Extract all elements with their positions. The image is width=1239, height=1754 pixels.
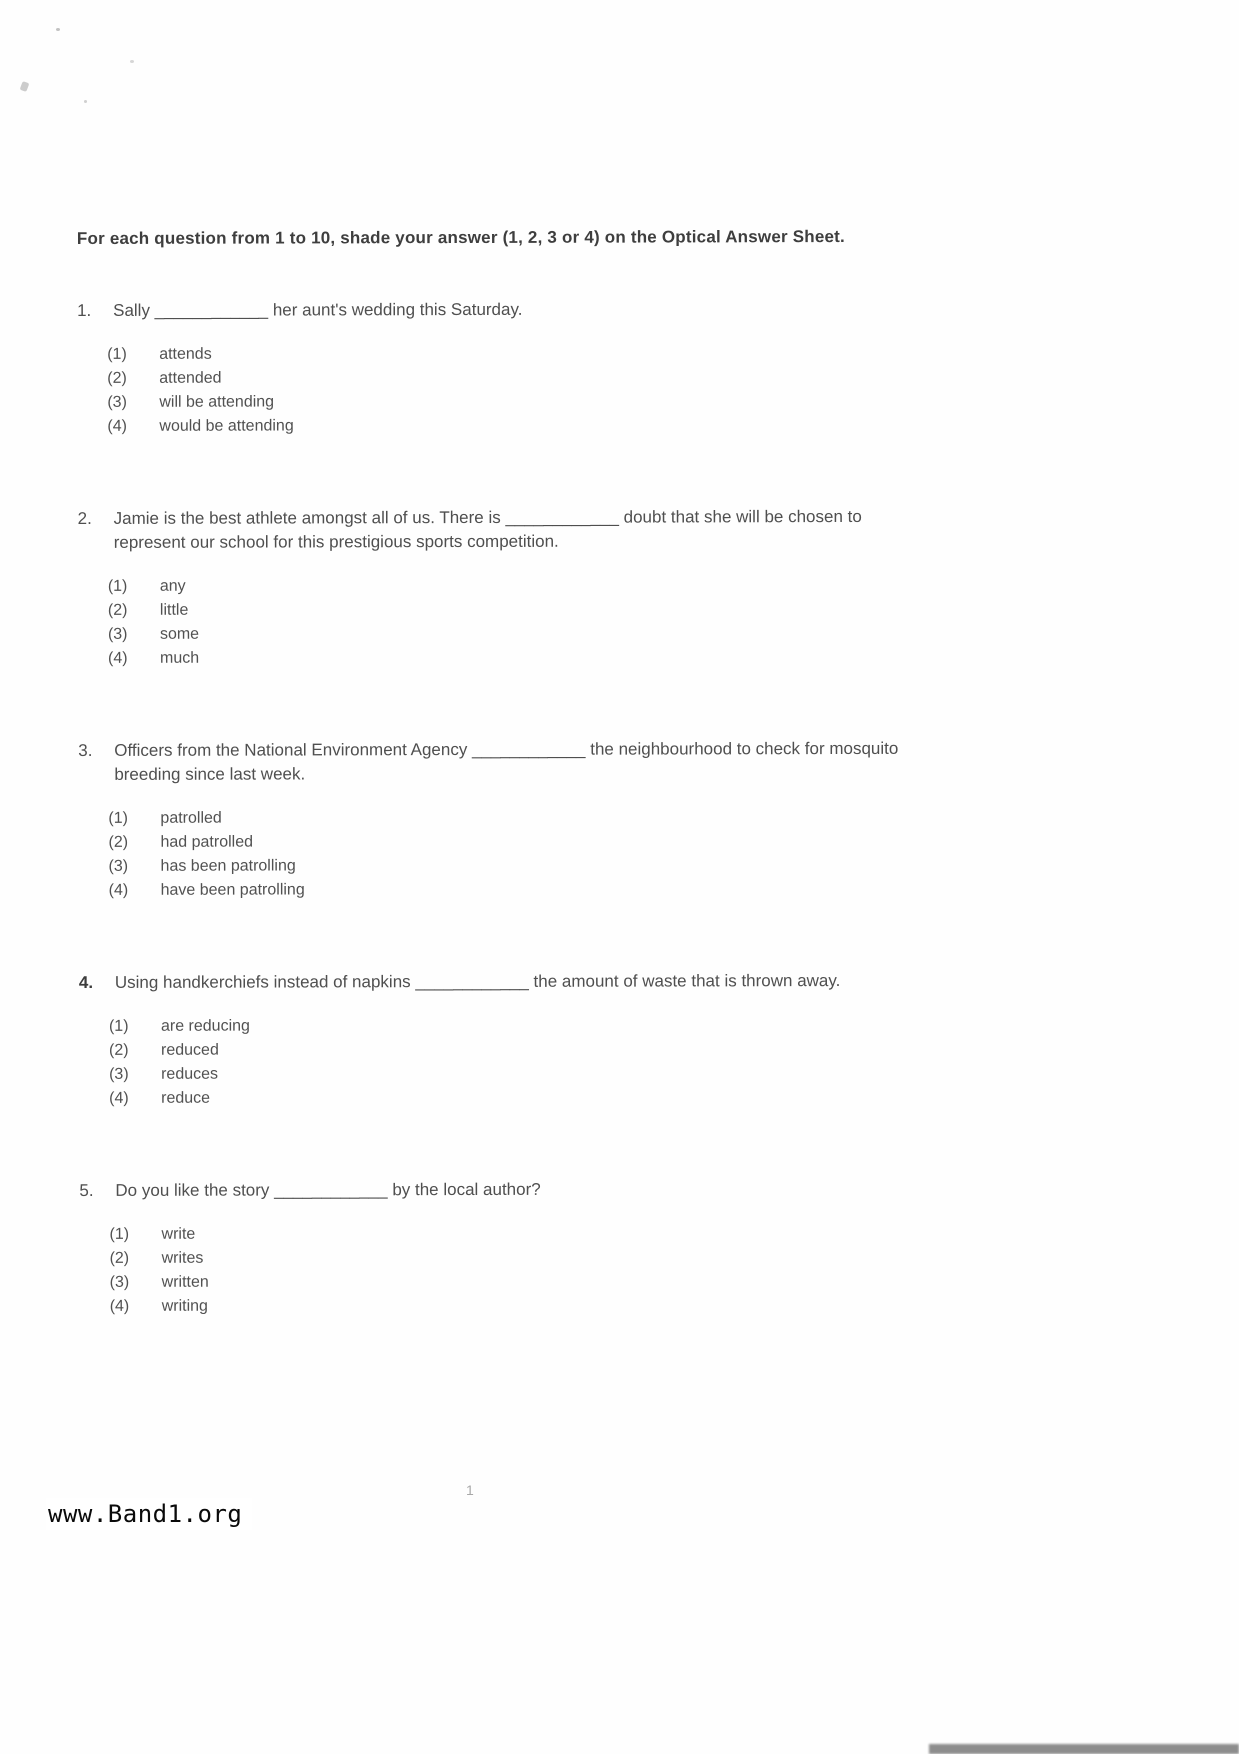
question-item [78,737,940,903]
option-text: has been patrolling [160,857,296,875]
option-text: attended [159,369,222,387]
options-list [107,341,939,439]
option-row [109,853,941,879]
question-number: 2. [77,508,92,529]
question-item [79,969,941,1111]
option-label: (4) [109,1297,130,1315]
option-text: patrolled [160,809,222,827]
option-row [109,1013,941,1039]
option-row [107,413,939,439]
option-text: some [159,625,200,643]
question-item [78,505,940,671]
instruction-text: For each question from 1 to 10, shade your answer (1, 2, 3 or 4) on the Optical Answer Sheet. [76,227,845,249]
question-number: 5. [79,1180,94,1201]
question-text: Do you like the story ____________ by the local author? [115,1179,541,1200]
option-text: are reducing [160,1017,250,1035]
question-text: Using handkerchiefs instead of napkins ____________ the amount of waste that is thrown away. [114,971,841,992]
option-row [107,341,939,367]
options-list [108,573,940,671]
option-label: (4) [109,1089,129,1107]
options-list [109,1013,941,1111]
option-label: (4) [107,649,128,667]
option-label: (2) [107,369,127,387]
option-text: will be attending [159,393,275,411]
option-text: writing [161,1297,208,1315]
option-label: (1) [107,345,127,363]
option-row [110,1269,942,1295]
question-text: Officers from the National Environment Agency ____________ the neighbourhood to check for mosquito breeding since last week. [114,738,899,784]
option-text: have been patrolling [160,881,305,899]
option-row [108,805,940,831]
question-line [78,737,928,787]
option-label: (2) [107,601,128,619]
question-line [78,505,928,555]
option-label: (1) [107,577,128,595]
question-line [79,969,929,995]
option-label: (2) [109,1041,129,1059]
option-row [107,365,939,391]
question-line [77,297,927,323]
option-text: write [161,1225,196,1243]
question-text: Sally ____________ her aunt's wedding this Saturday. [113,299,523,320]
option-text: little [159,601,189,619]
option-row [108,597,940,623]
option-label: (2) [108,833,129,851]
option-label: (4) [107,417,127,435]
option-label: (3) [107,393,127,411]
option-text: reduced [161,1041,219,1059]
option-row [110,1245,942,1271]
option-text: reduce [161,1089,211,1107]
option-row [108,829,940,855]
option-label: (3) [109,1065,129,1083]
option-row [109,1085,941,1111]
option-row [109,1221,941,1247]
scan-edge-shadow [929,1744,1239,1754]
question-number: 1. [77,300,92,321]
option-row [108,645,940,671]
option-row [108,573,940,599]
question-line [79,1177,929,1203]
question-number: 4. [78,972,94,993]
options-list [108,805,940,903]
option-text: any [159,577,186,595]
option-text: writes [161,1249,204,1267]
option-label: (3) [109,1273,130,1291]
option-text: written [161,1273,209,1291]
option-label: (1) [108,1017,129,1035]
option-text: would be attending [159,417,294,435]
question-item [77,297,939,439]
option-label: (2) [109,1249,130,1267]
option-text: much [159,649,200,667]
option-row [109,1037,941,1063]
options-list [109,1221,941,1319]
option-label: (3) [108,857,129,875]
option-row [110,1293,942,1319]
option-row [107,389,939,415]
question-item [79,1177,941,1319]
watermark-text: www.Band1.org [46,1498,252,1530]
questions-list [77,297,942,1319]
option-label: (1) [108,809,129,827]
page-number: 1 [466,1482,474,1498]
option-text: attends [159,345,212,363]
option-text: reduces [161,1065,219,1083]
option-label: (4) [108,881,129,899]
option-row [109,877,941,903]
option-text: had patrolled [160,833,254,851]
option-row [108,621,940,647]
question-text: Jamie is the best athlete amongst all of us. There is ____________ doubt that she will be chosen to represent our school for this prestigious sports competition. [113,506,862,552]
question-number: 3. [78,740,93,761]
option-row [109,1061,941,1087]
option-label: (3) [107,625,128,643]
option-label: (1) [109,1225,130,1243]
